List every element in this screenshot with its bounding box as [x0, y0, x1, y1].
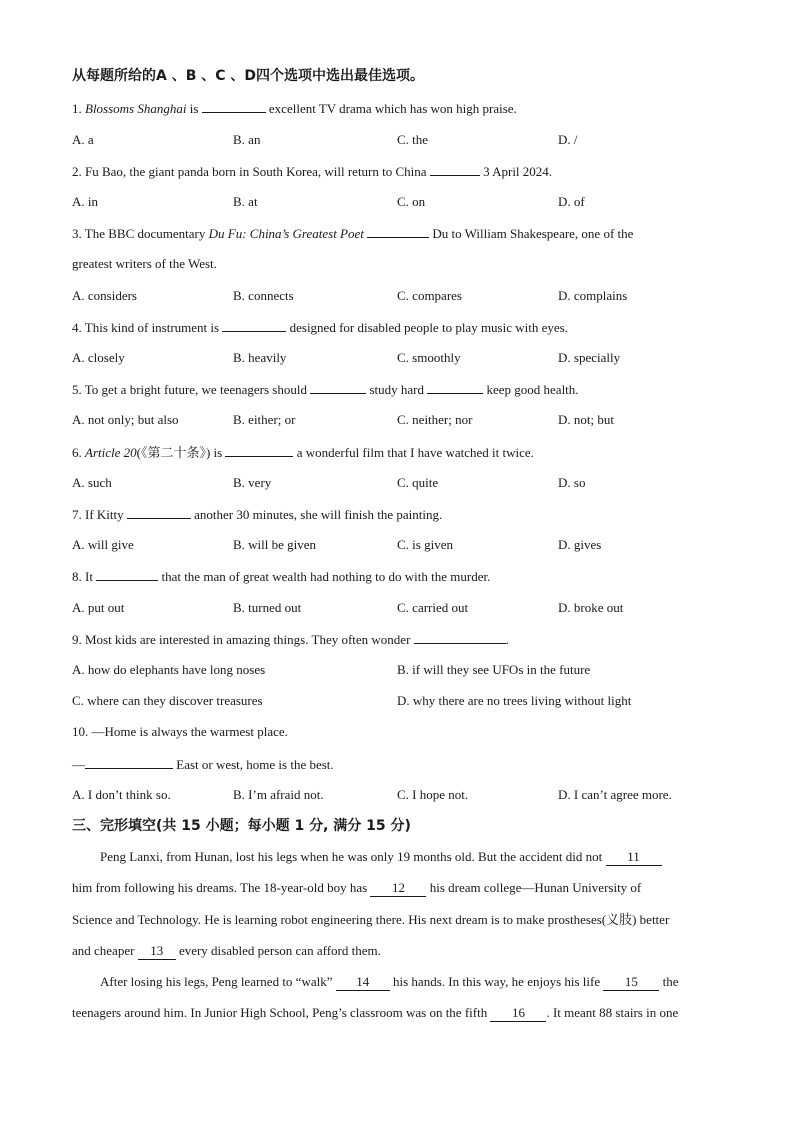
option-c[interactable]: C. carried out [397, 600, 469, 615]
option-a[interactable]: A. a [72, 132, 94, 147]
answer-blank[interactable] [414, 631, 506, 644]
option-b[interactable]: B. at [233, 194, 258, 209]
question-10: 10. —Home is always the warmest place. [72, 724, 288, 739]
answer-blank[interactable] [427, 381, 483, 394]
option-a[interactable]: A. will give [72, 537, 134, 552]
option-d[interactable]: D. / [558, 132, 578, 147]
option-a[interactable]: A. closely [72, 350, 125, 365]
question-5: 5. To get a bright future, we teenagers should study hard keep good health. [72, 382, 579, 397]
option-c[interactable]: C. I hope not. [397, 787, 469, 802]
question-9: 9. Most kids are interested in amazing things. They often wonder . [72, 632, 509, 647]
option-d[interactable]: D. gives [558, 537, 602, 552]
title-italic: Blossoms Shanghai [85, 101, 187, 116]
answer-blank[interactable] [222, 319, 286, 332]
cloze-blank-14[interactable]: 14 [336, 974, 390, 991]
question-3: 3. The BBC documentary Du Fu: China’s Greatest Poet Du to William Shakespeare, one of the [72, 226, 634, 241]
passage-line: him from following his dreams. The 18-year-old boy has 12 his dream college—Hunan University of [72, 880, 642, 895]
option-a[interactable]: A. how do elephants have long noses [72, 662, 266, 677]
question-2: 2. Fu Bao, the giant panda born in South Korea, will return to China 3 April 2024. [72, 164, 553, 179]
cloze-blank-15[interactable]: 15 [603, 974, 659, 991]
cloze-blank-13[interactable]: 13 [138, 943, 176, 960]
option-d[interactable]: D. of [558, 194, 585, 209]
option-a[interactable]: A. I don’t think so. [72, 787, 171, 802]
option-c[interactable]: C. the [397, 132, 429, 147]
passage-line: After losing his legs, Peng learned to “walk” 14 his hands. In this way, he enjoys his life 15 the [100, 974, 679, 989]
option-b[interactable]: B. connects [233, 288, 294, 303]
answer-blank[interactable] [225, 444, 293, 457]
question-1: 1. Blossoms Shanghai is excellent TV drama which has won high praise. [72, 101, 517, 116]
option-b[interactable]: B. if will they see UFOs in the future [397, 662, 591, 677]
answer-blank[interactable] [310, 381, 366, 394]
option-d[interactable]: D. not; but [558, 412, 614, 427]
option-b[interactable]: B. an [233, 132, 261, 147]
option-c[interactable]: C. quite [397, 475, 439, 490]
option-a[interactable]: A. such [72, 475, 112, 490]
option-b[interactable]: B. very [233, 475, 272, 490]
option-c[interactable]: C. where can they discover treasures [72, 693, 263, 708]
option-b[interactable]: B. heavily [233, 350, 287, 365]
question-4: 4. This kind of instrument is designed for disabled people to play music with eyes. [72, 320, 568, 335]
option-b[interactable]: B. I’m afraid not. [233, 787, 324, 802]
option-c[interactable]: C. neither; nor [397, 412, 473, 427]
question-6: 6. Article 20(《第二十条》) is a wonderful film that I have watched it twice. [72, 445, 534, 460]
section-heading: 三、完形填空(共 15 小题；每小题 1 分, 满分 15 分) [72, 818, 411, 834]
question-8: 8. It that the man of great wealth had nothing to do with the murder. [72, 569, 491, 584]
option-c[interactable]: C. is given [397, 537, 453, 552]
option-c[interactable]: C. smoothly [397, 350, 461, 365]
option-d[interactable]: D. why there are no trees living without light [397, 693, 632, 708]
answer-blank[interactable] [96, 568, 158, 581]
option-a[interactable]: A. considers [72, 288, 137, 303]
option-c[interactable]: C. on [397, 194, 426, 209]
option-b[interactable]: B. turned out [233, 600, 302, 615]
answer-blank[interactable] [367, 225, 429, 238]
option-b[interactable]: B. will be given [233, 537, 317, 552]
answer-blank[interactable] [85, 756, 173, 769]
answer-blank[interactable] [127, 506, 191, 519]
passage-line: Science and Technology. He is learning robot engineering there. His next dream is to make prostheses(义肢) better [72, 912, 670, 927]
passage-line: teenagers around him. In Junior High School, Peng’s classroom was on the fifth 16 . It meant 88 stairs in one [72, 1005, 679, 1020]
option-a[interactable]: A. in [72, 194, 98, 209]
question-3-continued: greatest writers of the West. [72, 256, 217, 271]
cloze-blank-12[interactable]: 12 [370, 880, 426, 897]
option-d[interactable]: D. broke out [558, 600, 624, 615]
passage-line: Peng Lanxi, from Hunan, lost his legs when he was only 19 months old. But the accident did not 11 [100, 849, 662, 866]
title-italic: Article 20 [85, 445, 137, 460]
section-heading: 从每题所给的A 、B 、C 、D四个选项中选出最佳选项。 [72, 68, 425, 84]
cloze-blank-16[interactable]: 16 [490, 1005, 546, 1022]
option-b[interactable]: B. either; or [233, 412, 296, 427]
option-c[interactable]: C. compares [397, 288, 462, 303]
option-d[interactable]: D. so [558, 475, 586, 490]
question-10-response: — East or west, home is the best. [72, 757, 334, 772]
option-d[interactable]: D. specially [558, 350, 621, 365]
title-italic: Du Fu: China’s Greatest Poet [208, 226, 364, 241]
question-7: 7. If Kitty another 30 minutes, she will finish the painting. [72, 507, 443, 522]
answer-blank[interactable] [202, 100, 266, 113]
passage-line: and cheaper 13 every disabled person can afford them. [72, 943, 381, 958]
option-a[interactable]: A. not only; but also [72, 412, 179, 427]
option-a[interactable]: A. put out [72, 600, 125, 615]
option-d[interactable]: D. complains [558, 288, 628, 303]
option-d[interactable]: D. I can’t agree more. [558, 787, 672, 802]
cloze-blank-11[interactable]: 11 [606, 849, 662, 866]
answer-blank[interactable] [430, 163, 480, 176]
